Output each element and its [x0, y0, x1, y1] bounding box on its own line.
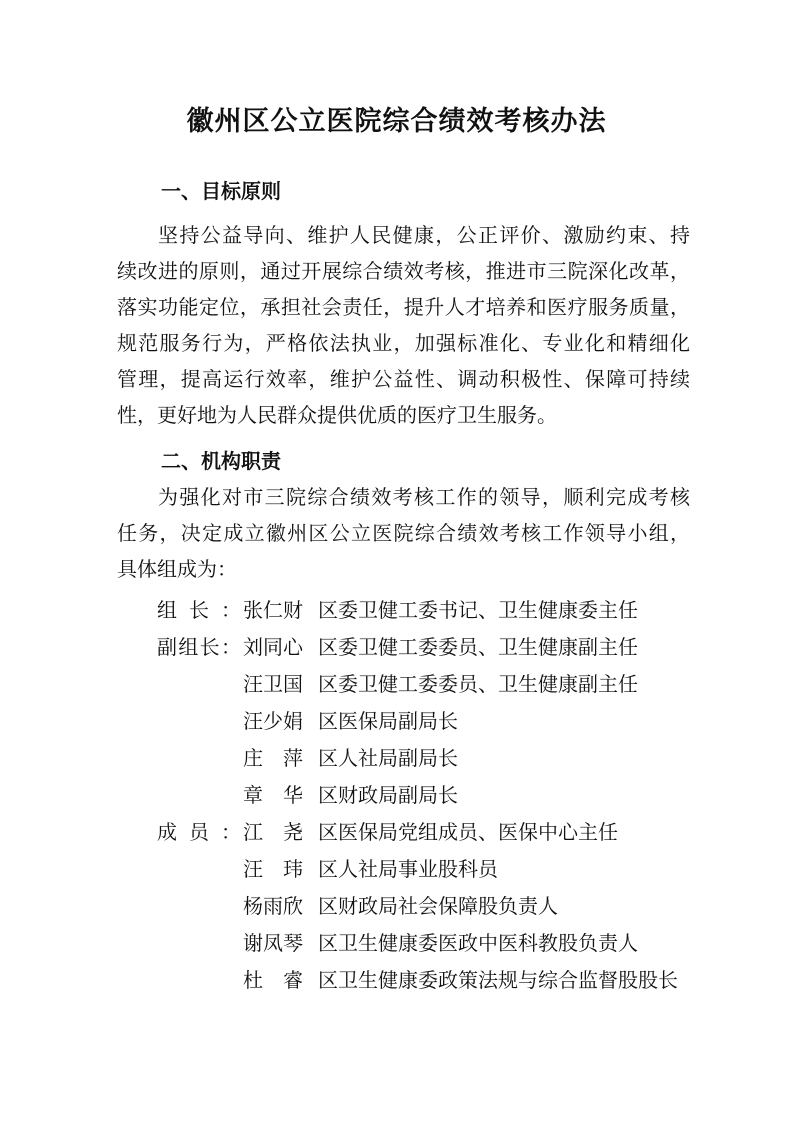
paragraph-line: 坚持公益导向、维护人民健康，公正评价、激励约束、持 — [158, 223, 690, 247]
member-title: 区卫生健康委医政中医科教股负责人 — [318, 931, 638, 955]
member-title: 区委卫健工委委员、卫生健康副主任 — [318, 635, 638, 659]
member-name: 张仁财 — [243, 598, 303, 622]
paragraph-line: 管理，提高运行效率，维护公益性、调动积极性、保障可持续 — [117, 367, 690, 391]
member-name: 杨雨欣 — [243, 894, 303, 918]
member-name: 章华 — [243, 783, 303, 807]
member-title: 区委卫健工委委员、卫生健康副主任 — [318, 672, 638, 696]
member-name: 谢凤琴 — [243, 931, 303, 955]
section-heading-duties: 二、机构职责 — [161, 449, 281, 473]
member-title: 区人社局副局长 — [318, 746, 458, 770]
member-title: 区人社局事业股科员 — [318, 857, 498, 881]
member-name: 杜睿 — [243, 968, 303, 992]
member-name: 庄萍 — [243, 746, 303, 770]
member-role: 组长： — [157, 598, 241, 622]
member-title: 区医保局党组成员、医保中心主任 — [318, 820, 618, 844]
member-name: 汪玮 — [243, 857, 303, 881]
paragraph-line: 落实功能定位，承担社会责任，提升人才培养和医疗服务质量， — [117, 295, 690, 319]
paragraph-line: 性，更好地为人民群众提供优质的医疗卫生服务。 — [117, 403, 557, 427]
paragraph-line: 规范服务行为，严格依法执业，加强标准化、专业化和精细化 — [117, 331, 690, 355]
member-title: 区卫生健康委政策法规与综合监督股股长 — [318, 968, 678, 992]
member-name: 刘同心 — [243, 635, 303, 659]
member-name: 江尧 — [243, 820, 303, 844]
member-role: 副组长： — [157, 635, 241, 659]
member-title: 区医保局副局长 — [318, 709, 458, 733]
paragraph-line: 续改进的原则，通过开展综合绩效考核，推进市三院深化改革， — [117, 259, 690, 283]
member-title: 区财政局副局长 — [318, 783, 458, 807]
member-title: 区财政局社会保障股负责人 — [318, 894, 558, 918]
section-heading-goals: 一、目标原则 — [161, 179, 281, 203]
paragraph-line: 为强化对市三院综合绩效考核工作的领导，顺利完成考核 — [158, 485, 690, 509]
member-name: 汪少娟 — [243, 709, 303, 733]
member-role: 成员： — [157, 820, 241, 844]
member-name: 汪卫国 — [243, 672, 303, 696]
document-title: 徽州区公立医院综合绩效考核办法 — [186, 106, 607, 137]
member-title: 区委卫健工委书记、卫生健康委主任 — [318, 598, 638, 622]
paragraph-line: 具体组成为： — [117, 557, 237, 581]
paragraph-line: 任务，决定成立徽州区公立医院综合绩效考核工作领导小组， — [117, 521, 690, 545]
